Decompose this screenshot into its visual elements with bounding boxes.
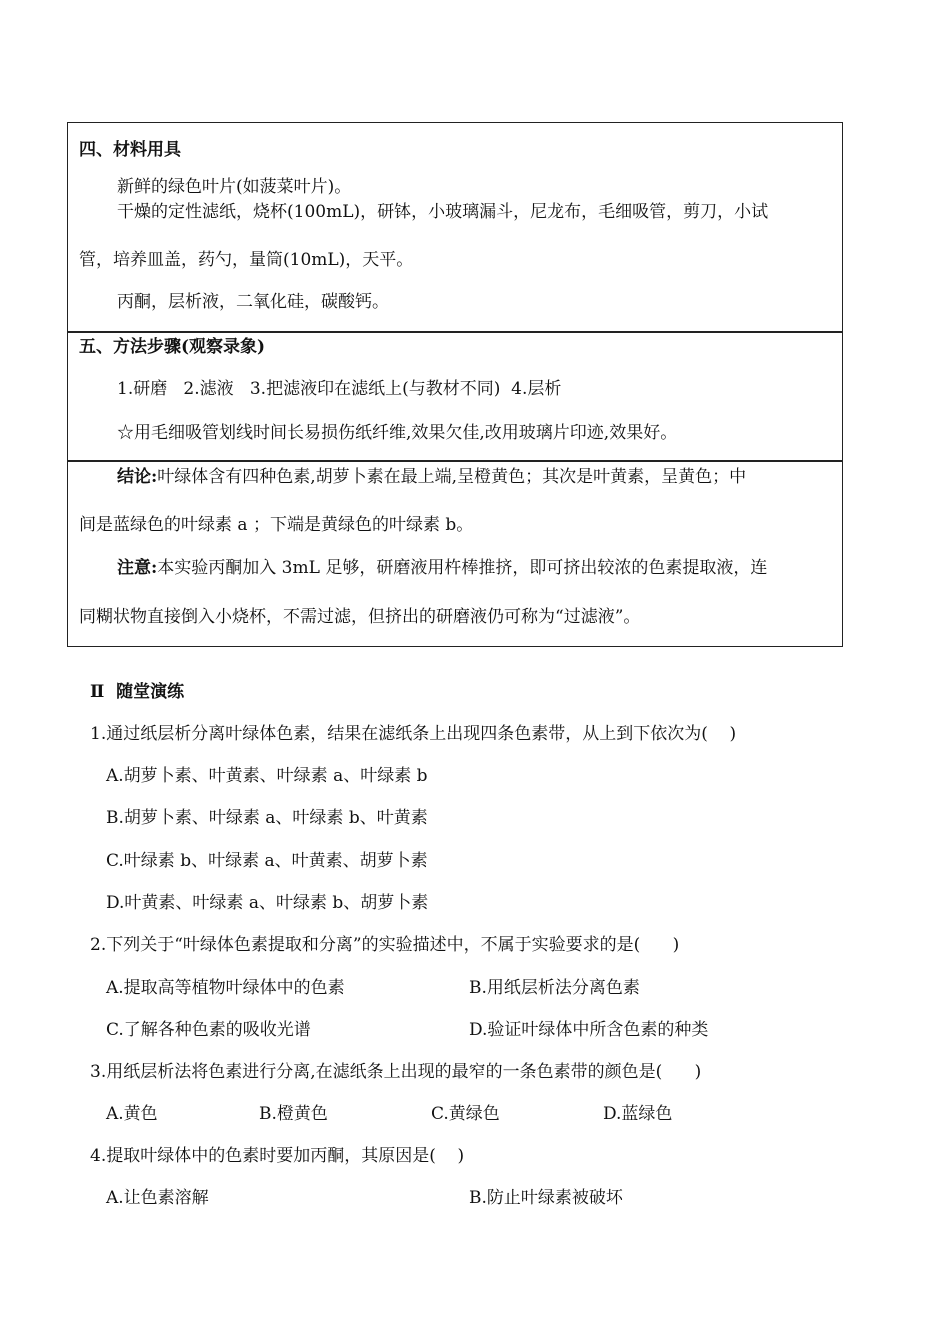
note-line-1: [117, 558, 767, 578]
materials-heading: 四、材料用具: [79, 140, 181, 160]
conclusion-line-1: [117, 467, 746, 487]
methods-steps: 1.研磨 2.滤液 3.把滤液印在滤纸上(与教材不同) 4.层析: [117, 379, 562, 399]
q2-stem: 2.下列关于“叶绿体色素提取和分离”的实验描述中，不属于实验要求的是( ): [90, 935, 680, 955]
q1-option-c: C.叶绿素 b、叶绿素 a、叶黄素、胡萝卜素: [106, 851, 428, 871]
q4-option-b: B.防止叶绿素被破坏: [469, 1188, 623, 1208]
q2-option-c: C.了解各种色素的吸收光谱: [106, 1020, 311, 1040]
note-text-1: 本实验丙酮加入 3mL 足够，研磨液用杵棒推挤，即可挤出较浓的色素提取液，连: [157, 558, 768, 578]
q1-option-a: A.胡萝卜素、叶黄素、叶绿素 a、叶绿素 b: [106, 766, 428, 786]
q2-option-a: A.提取高等植物叶绿体中的色素: [106, 978, 345, 998]
materials-line-4: 丙酮，层析液，二氧化硅，碳酸钙。: [117, 292, 389, 312]
methods-note: ☆用毛细吸管划线时间长易损伤纸纤维,效果欠佳,改用玻璃片印迹,效果好。: [117, 423, 678, 443]
conclusion-text-2: 间是蓝绿色的叶绿素 a ；下端是黄绿色的叶绿素 b。: [79, 515, 474, 535]
q3-option-d: D.蓝绿色: [603, 1104, 673, 1124]
q3-option-a: A.黄色: [106, 1104, 158, 1124]
note-label: 注意:: [117, 558, 158, 578]
practice-heading: Ⅱ 随堂演练: [90, 682, 185, 702]
conclusion-label: 结论:: [117, 467, 158, 487]
note-text-2: 同糊状物直接倒入小烧杯，不需过滤，但挤出的研磨液仍可称为“过滤液”。: [79, 607, 641, 627]
methods-heading: 五、方法步骤(观察录象): [79, 337, 266, 357]
q4-option-a: A.让色素溶解: [106, 1188, 209, 1208]
conclusion-text-1: 叶绿体含有四种色素,胡萝卜素在最上端,呈橙黄色；其次是叶黄素，呈黄色；中: [157, 467, 747, 487]
q1-option-d: D.叶黄素、叶绿素 a、叶绿素 b、胡萝卜素: [106, 893, 429, 913]
materials-line-1: 新鲜的绿色叶片(如菠菜叶片)。: [117, 177, 352, 197]
q2-option-d: D.验证叶绿体中所含色素的种类: [469, 1020, 709, 1040]
q3-stem: 3.用纸层析法将色素进行分离,在滤纸条上出现的最窄的一条色素带的颜色是( ): [90, 1062, 702, 1082]
q3-option-b: B.橙黄色: [259, 1104, 328, 1124]
materials-line-2: 干燥的定性滤纸，烧杯(100mL)，研钵，小玻璃漏斗，尼龙布，毛细吸管，剪刀，小试: [117, 202, 769, 222]
materials-line-3: 管，培养皿盖，药勺，量筒(10mL)，天平。: [79, 250, 414, 270]
q3-option-c: C.黄绿色: [431, 1104, 500, 1124]
q4-stem: 4.提取叶绿体中的色素时要加丙酮，其原因是( ): [90, 1146, 465, 1166]
q1-stem: 1.通过纸层析分离叶绿体色素，结果在滤纸条上出现四条色素带，从上到下依次为( ): [90, 724, 737, 744]
q2-option-b: B.用纸层析法分离色素: [469, 978, 640, 998]
q1-option-b: B.胡萝卜素、叶绿素 a、叶绿素 b、叶黄素: [106, 808, 428, 828]
